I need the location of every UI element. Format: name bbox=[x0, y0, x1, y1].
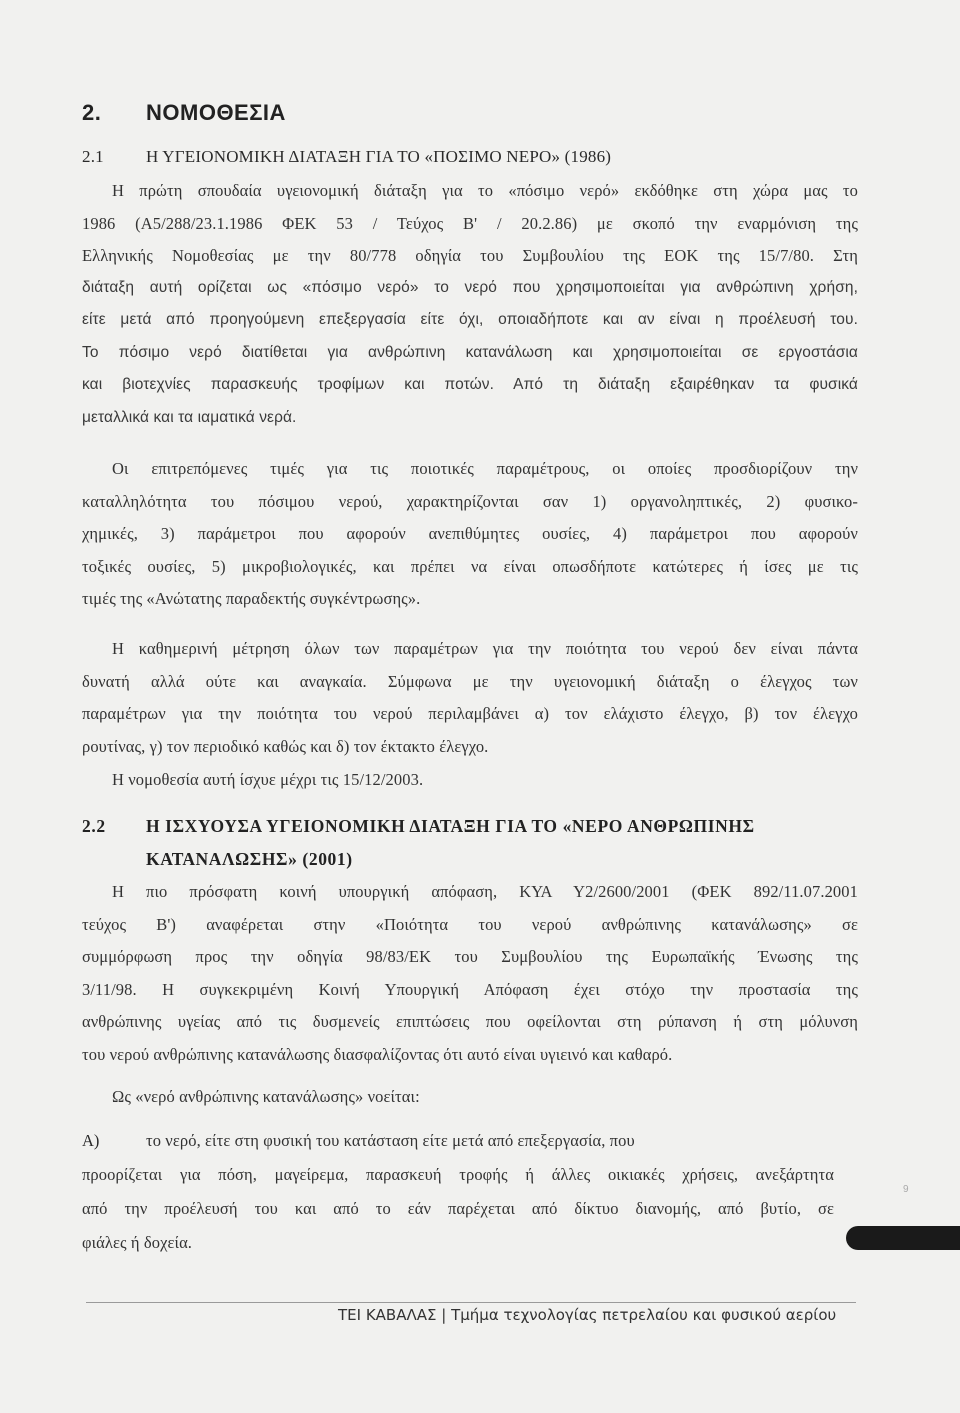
page-edge-tab bbox=[846, 1226, 960, 1250]
paragraph-line: Η πιο πρόσφατη κοινή υπουργική απόφαση, ΚΥΑ Υ2/2600/2001 (ΦΕΚ 892/11.07.2001 bbox=[112, 882, 858, 901]
paragraph-line: μεταλλικά και τα ιαματικά νερά. bbox=[82, 408, 297, 426]
section-number: 2. bbox=[82, 100, 102, 125]
item-a-label: Α) bbox=[82, 1131, 100, 1150]
paragraph-line: είτε μετά από προηγούμενη επεξεργασία είτε όχι, οποιαδήποτε και αν είναι η προέλευσή του. bbox=[82, 311, 858, 328]
paragraph-line: του νερού ανθρώπινης κατανάλωσης διασφαλίζοντας ότι αυτό είναι υγιεινό και καθαρό. bbox=[82, 1044, 673, 1064]
paragraph-line: ρουτίνας, γ) τον περιοδικό καθώς και δ) τον έκτακτο έλεγχο. bbox=[82, 736, 489, 756]
subsection-title-line2: ΚΑΤΑΝΑΛΩΣΗΣ» (2001) bbox=[146, 849, 353, 869]
section-title: ΝΟΜΟΘΕΣΙΑ bbox=[146, 100, 286, 125]
page-number: 9 bbox=[903, 1184, 909, 1195]
section-heading bbox=[82, 100, 286, 126]
paragraph-line: καταλληλότητα του πόσιμου νερού, χαρακτηρίζονται σαν 1) οργανοληπτικές, 2) φυσικο- bbox=[82, 491, 858, 511]
paragraph-line: χημικές, 3) παράμετροι που αφορούν ανεπιθύμητες ουσίες, 4) παράμετροι που αφορούν bbox=[82, 524, 858, 543]
subsection-number: 2.1 bbox=[82, 147, 104, 166]
paragraph-line: συμμόρφωση προς την οδηγία 98/83/ΕΚ του Συμβουλίου της Ευρωπαϊκής Ένωσης της bbox=[82, 947, 858, 966]
paragraph-line: Η καθημερινή μέτρηση όλων των παραμέτρων για την ποιότητα του νερού δεν είναι πάντα bbox=[112, 639, 858, 658]
item-a-line: από την προέλευσή του και από το εάν παρέχεται από δίκτυο διανομής, από βυτίο, σε bbox=[82, 1199, 834, 1218]
subsection-number: 2.2 bbox=[82, 816, 106, 836]
footer-divider bbox=[86, 1302, 856, 1303]
paragraph-line: τεύχος Β') αναφέρεται στην «Ποιότητα του νερού ανθρώπινης κατανάλωσης» σε bbox=[82, 914, 858, 934]
paragraph-line: τοξικές ουσίες, 5) μικροβιολογικές, και πρέπει να είναι οπωσδήποτε κατώτερες ή ίσες με τις bbox=[82, 556, 858, 576]
item-a-line: προορίζεται για πόση, μαγείρεμα, παρασκευή τροφής ή άλλες οικιακές χρήσεις, ανεξάρτητα bbox=[82, 1165, 834, 1184]
paragraph-line: δυνατή αλλά ούτε και αναγκαία. Σύμφωνα με την υγειονομική διάταξη ο έλεγχος των bbox=[82, 671, 858, 691]
paragraph-line: Οι επιτρεπόμενες τιμές για τις ποιοτικές παραμέτρους, οι οποίες προσδιορίζουν την bbox=[112, 459, 858, 478]
subsection-heading-2-1 bbox=[82, 147, 611, 167]
subsection-title: Η ΥΓΕΙΟΝΟΜΙΚΗ ΔΙΑΤΑΞΗ ΓΙΑ ΤΟ «ΠΟΣΙΜΟ ΝΕΡΟ» (1986) bbox=[146, 147, 612, 166]
paragraph-line: Η νομοθεσία αυτή ίσχυε μέχρι τις 15/12/2003. bbox=[112, 770, 424, 789]
subsection-title-line1: Η ΙΣΧΥΟΥΣΑ ΥΓΕΙΟΝΟΜΙΚΗ ΔΙΑΤΑΞΗ ΓΙΑ ΤΟ «ΝΕΡΟ ΑΝΘΡΩΠΙΝΗΣ bbox=[146, 816, 755, 836]
subsection-heading-2-2 bbox=[82, 816, 755, 837]
paragraph-line: παραμέτρων για την ποιότητα του νερού περιλαμβάνει α) τον ελάχιστο έλεγχο, β) τον έλεγχο bbox=[82, 704, 858, 723]
paragraph-line: διάταξη αυτή ορίζεται ως «πόσιμο νερό» το νερό που χρησιμοποιείται για ανθρώπινη χρήση, bbox=[82, 278, 858, 296]
paragraph-line: 3/11/98. Η συγκεκριμένη Κοινή Υπουργική Απόφαση έχει στόχο την προστασία της bbox=[82, 979, 858, 999]
paragraph-line: ανθρώπινης υγείας από τις δυσμενείς επιπτώσεις που οφείλονται στη ρύπανση ή στη μόλυνση bbox=[82, 1012, 858, 1031]
paragraph-line: Ελληνικής Νομοθεσίας με την 80/778 οδηγία του Συμβουλίου της ΕΟΚ της 15/7/80. Στη bbox=[82, 246, 858, 265]
paragraph-line: Η πρώτη σπουδαία υγειονομική διάταξη για το «πόσιμο νερό» εκδόθηκε στη χώρα μας το bbox=[112, 181, 858, 200]
footer-text: ΤΕΙ ΚΑΒΑΛΑΣ | Τμήμα τεχνολογίας πετρελαίου και φυσικού αερίου bbox=[338, 1306, 837, 1324]
paragraph-line: τιμές της «Ανώτατης παραδεκτής συγκέντρωσης». bbox=[82, 589, 421, 608]
paragraph-line: και βιοτεχνίες παρασκευής τροφίμων και ποτών. Από τη διάταξη εξαιρέθηκαν τα φυσικά bbox=[82, 376, 858, 393]
paragraph-line: Το πόσιμο νερό διατίθεται για ανθρώπινη κατανάλωση και χρησιμοποιείται σε εργοστάσια bbox=[82, 343, 858, 361]
paragraph-line: Ως «νερό ανθρώπινης κατανάλωσης» νοείται: bbox=[112, 1087, 420, 1106]
paragraph-line: 1986 (Α5/288/23.1.1986 ΦΕΚ 53 / Τεύχος Β' / 20.2.86) με σκοπό την εναρμόνιση της bbox=[82, 213, 858, 233]
item-a-line: φιάλες ή δοχεία. bbox=[82, 1233, 193, 1252]
item-a-first-line: το νερό, είτε στη φυσική του κατάσταση είτε μετά από επεξεργασία, που bbox=[146, 1131, 635, 1150]
